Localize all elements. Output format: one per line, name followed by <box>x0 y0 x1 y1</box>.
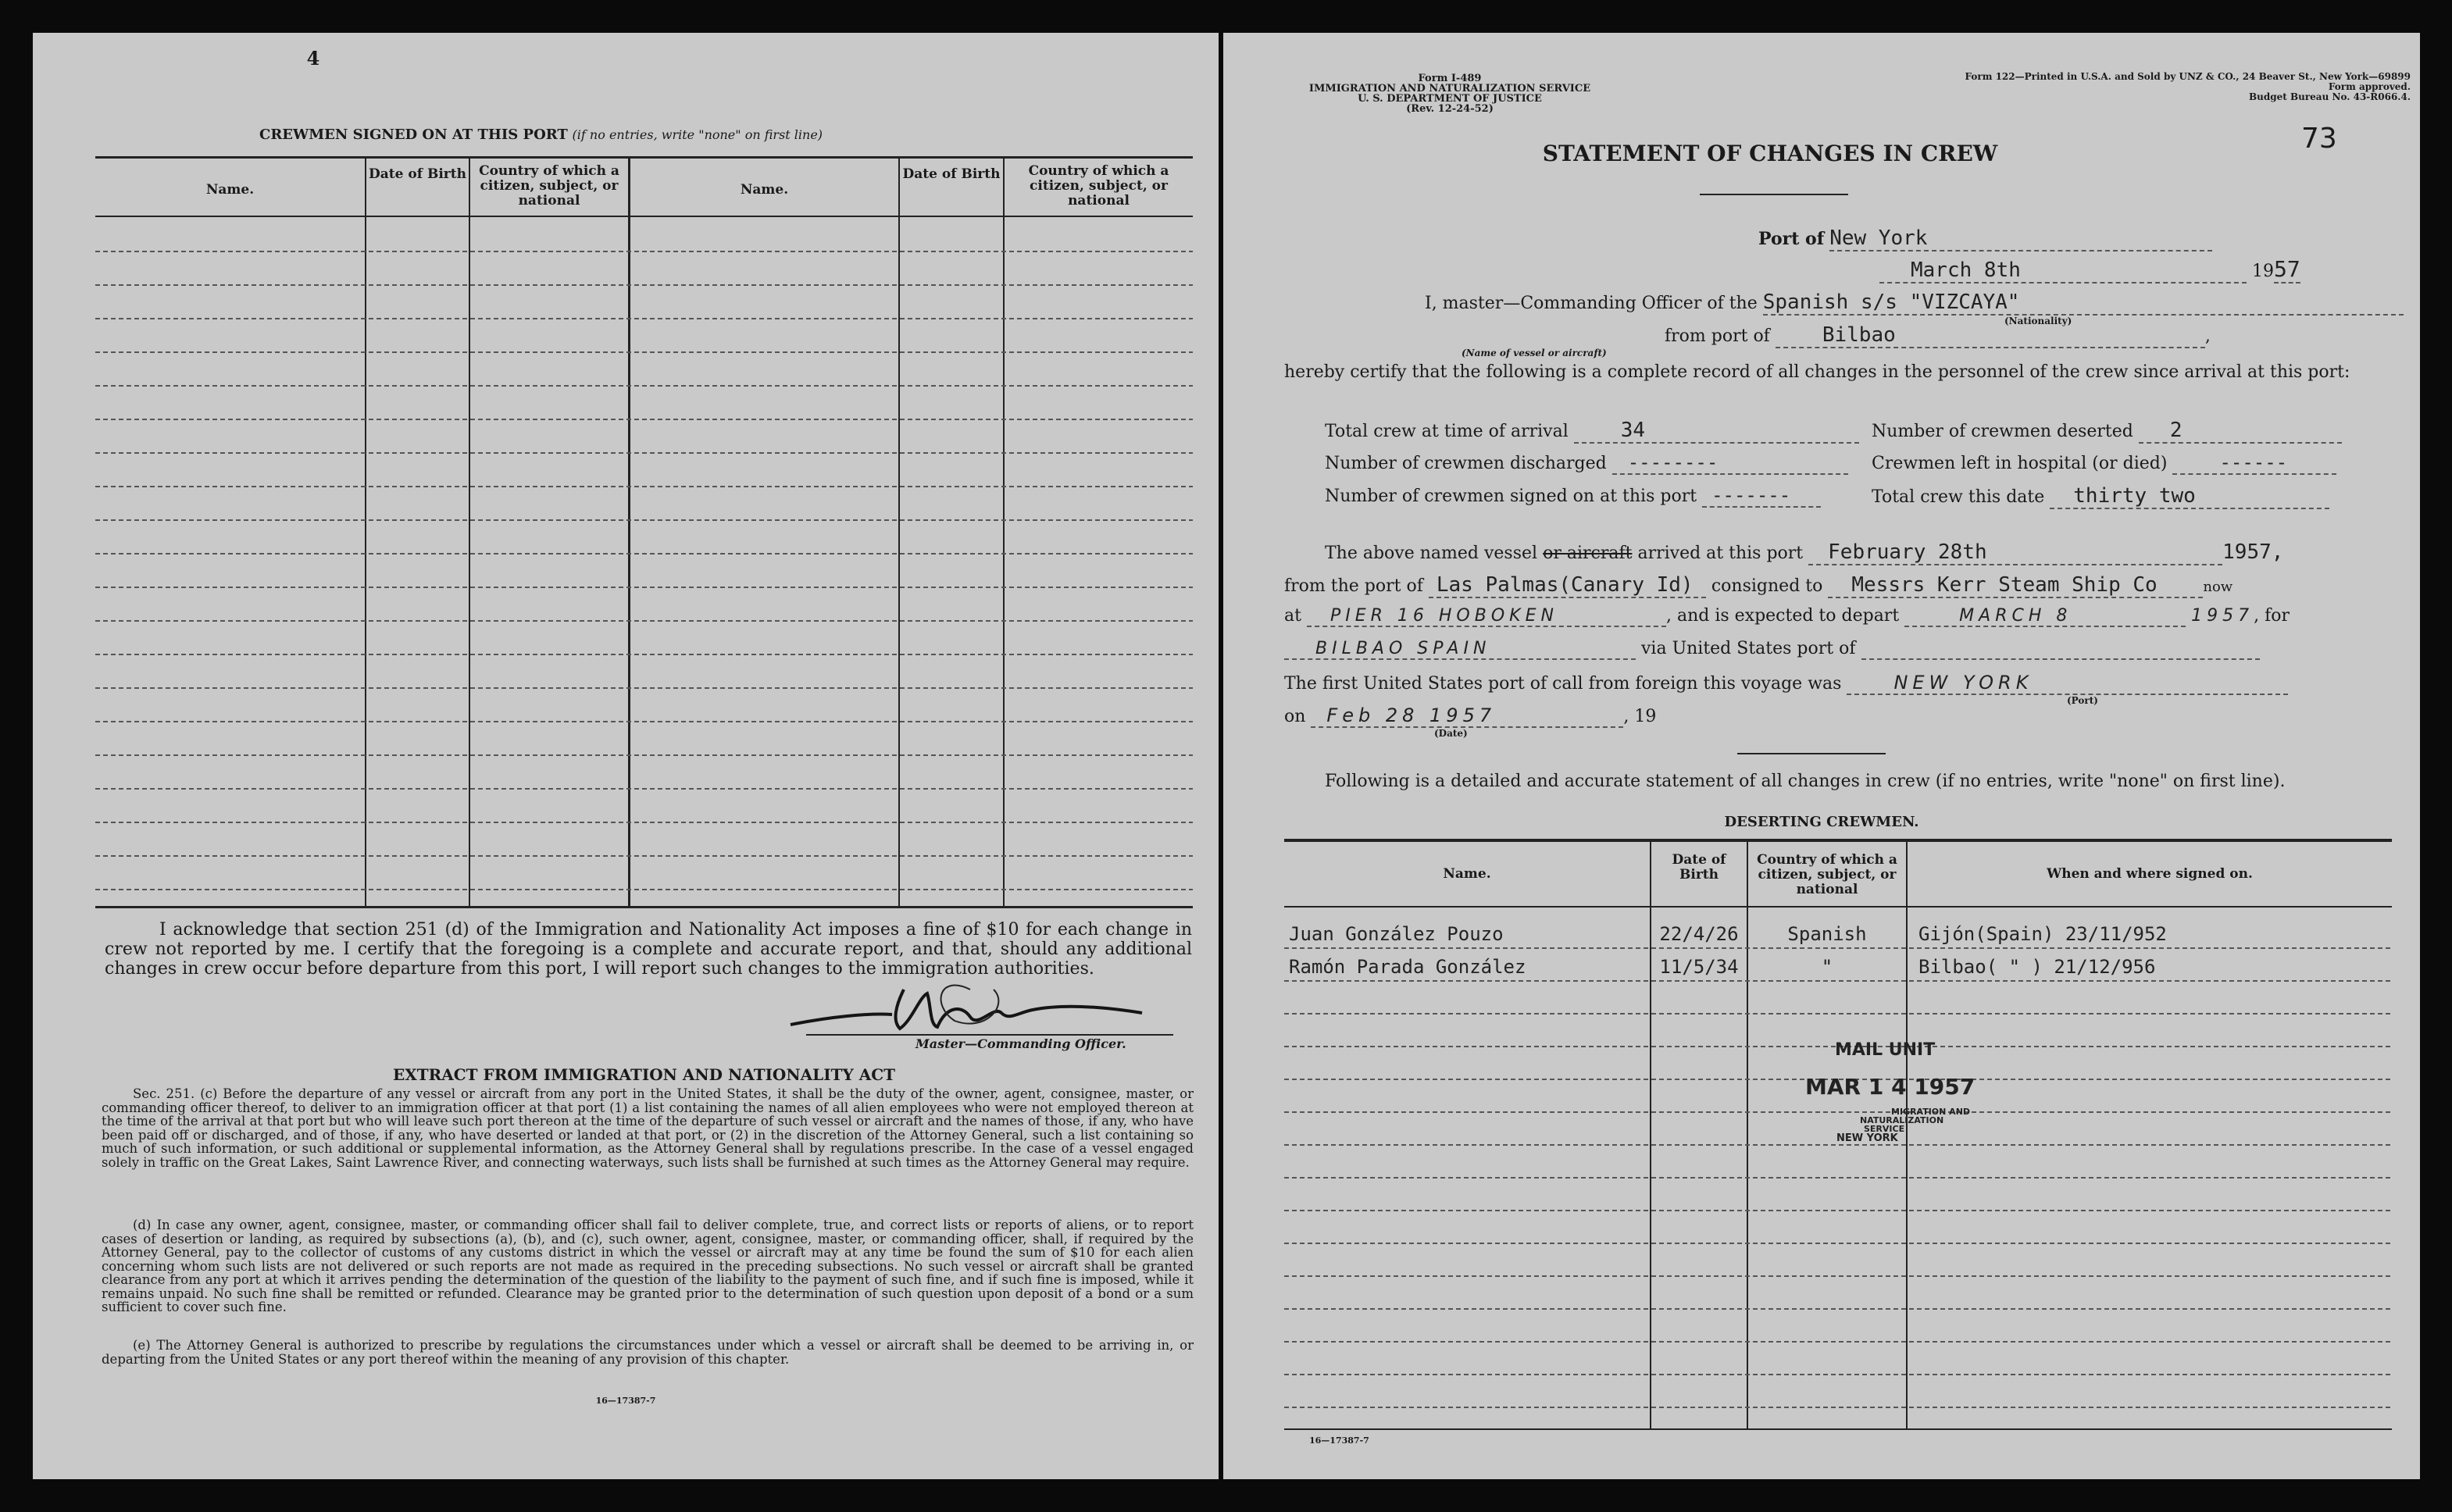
col-when-where: When and where signed on. <box>2047 866 2253 882</box>
signature-label: Master—Commanding Officer. <box>915 1036 1126 1051</box>
first-us-port: NEW YORK <box>1847 672 2288 695</box>
col-dob: Date of Birth <box>1672 852 1726 883</box>
right-form-code: 16—17387-7 <box>1309 1435 1369 1446</box>
deserter-2-dob: 11/5/34 <box>1659 956 1739 978</box>
from-port-value: Bilbao <box>1776 323 2205 348</box>
extract-sec-251d: (d) In case any owner, agent, consignee, master, or commanding officer shall fail to deliver complete, true, and correct lists or reports of aliens, or to report cases of desertion or landing, as required by subsections (a), (b), and (c), such owner, agent, consignee, master, or commanding officer, shall, if required by the Attorney General, pay to the collector of customs of any customs district in which the vessel or aircraft may at any time be found the sum of $10 for each alien concerning whom such lists are not delivered or such reports are not made as required in the preceding subsections. No such vessel or aircraft shall be granted clearance from any port at which it arrives pending the determination of the question of the liability to the payment of such fine, and if such fine is imposed, while it remains unpaid. No such fine shall be remitted or refunded. Clearance may be granted prior to the determination of such question upon deposit of a bond or a sum sufficient to cover such fine. <box>102 1218 1194 1314</box>
destination: BILBAO SPAIN <box>1284 639 1636 660</box>
col-name-1: Name. <box>205 182 255 198</box>
total-crew-today: thirty two <box>2050 484 2329 509</box>
from-port-line: from port of Bilbao , <box>1665 323 2211 347</box>
date-value: March 8th <box>1879 259 2247 284</box>
col-country-1: Country of which a citizen, subject, or national <box>479 163 619 209</box>
right-page: Form I-489 IMMIGRATION AND NATURALIZATION SERVICE U. S. DEPARTMENT OF JUSTICE (Rev. 12-24-52) Form 122—Printed in U.S.A. and Sold by UNZ & CO., 24 Beaver St., New York—69899 Form approved. Budget Bureau No. 43-R066.4. 73 STATEMENT OF CHANGES IN CREW Port of New York March 8th 1957 I, master—Commanding Officer of the Spanish s/s "VIZCAYA" (Nationality) from port of Bilbao , (Name of vessel or aircraft) hereby certify that the following is a complete record of all changes in the personnel of the crew since arrival at this port: Total crew at time of arrival 34 Number of crewmen discharged -------- Number of crewmen signed on at this port ------- Number of crewmen deserted 2 Crewmen left in hospital (or died) ------ Total crew this date thirty two The above named vessel or aircraft arrived at this port February 28th 1957, from the port of Las Palmas(Canary Id) consigned to Messrs Kerr Steam Ship Co now at PIER 16 HOBOKEN , and is expected to depart MARCH 8 1957, for BILBAO SPAIN via United States port of The first United States port of call from foreign this voyage was NEW YORK (Port) on Feb 28 1957 , 19 (Date) Following is a detailed and accurate statement of all changes in crew (if no entries, write "none" on first line). DESERTING CREWMEN. Name. Date of Birth Country of which a citizen, subject, or national When and where signed on. Juan González Pouzo 22/4/26 Spanish Gijón(Spain) 23/11/952 Ramón Parada González 11/5/34 " Bilbao( " ) 21/12/956 MAIL UNIT MAR 1 4 1957 MIGRATION AND NATURALIZATION SERVICE NEW YORK 16—17387-7 <box>1223 33 2420 1479</box>
col-dob-1: Date of Birth <box>369 166 466 182</box>
year-value: 57 <box>2274 256 2300 282</box>
form-header-right: Form 122—Printed in U.S.A. and Sold by UNZ & CO., 24 Beaver St., New York—69899 Form approved. Budget Bureau No. 43-R066.4. <box>1965 71 2411 102</box>
deserter-1-dob: 22/4/26 <box>1659 923 1739 945</box>
acknowledgement: I acknowledge that section 251 (d) of the Immigration and Nationality Act imposes a fine of $10 for each change in crew not reported by me. I certify that the foregoing is a complete and accurate report, and that, should any additional changes in crew occur before departure from this port, I will report such changes to the immigration authorities. <box>105 920 1192 979</box>
crew-discharged: -------- <box>1612 451 1848 475</box>
extract-title: EXTRACT FROM IMMIGRATION AND NATIONALITY ACT <box>392 1065 896 1084</box>
total-crew-arrival: 34 <box>1574 419 1859 444</box>
deserter-2-signed: Bilbao( " ) 21/12/956 <box>1918 956 2156 978</box>
left-form-code: 16—17387-7 <box>595 1396 656 1406</box>
signed-on-title: CREWMEN SIGNED ON AT THIS PORT (if no entries, write "none" on first line) <box>259 127 823 143</box>
deserter-1-country: Spanish <box>1787 923 1867 945</box>
sheet-number: 73 <box>2301 123 2337 155</box>
dotted-entry-lines <box>95 217 1193 908</box>
col-country: Country of which a citizen, subject, or national <box>1757 852 1897 897</box>
master-line: I, master—Commanding Officer of the Spanish s/s "VIZCAYA" <box>1425 291 2404 316</box>
extract-sec-251e: (e) The Attorney General is authorized to prescribe by regulations the circumstances under which a vessel or aircraft shall be deemed to be arriving in, or departing from the United States or any port thereof within the meaning of any provision of this chapter. <box>102 1338 1194 1367</box>
arrival-date: February 28th <box>1808 540 2222 565</box>
deserter-2-name: Ramón Parada González <box>1289 956 1526 978</box>
col-dob-2: Date of Birth <box>902 166 1001 182</box>
following-text: Following is a detailed and accurate statement of all changes in crew (if no entries, write "none" on first line). <box>1325 772 2286 791</box>
depart-date: MARCH 8 <box>1904 606 2186 627</box>
crew-signed-on: ------- <box>1702 484 1821 508</box>
from-the-port: Las Palmas(Canary Id) <box>1429 573 1706 598</box>
vessel-value: Spanish s/s "VIZCAYA" <box>1763 291 2404 316</box>
form-header-left: Form I-489 IMMIGRATION AND NATURALIZATION SERVICE U. S. DEPARTMENT OF JUSTICE (Rev. 12-24-52) <box>1308 73 1591 115</box>
extract-sec-251c: Sec. 251. (c) Before the departure of any vessel or aircraft from any port in the United States, it shall be the duty of the owner, agent, consignee, master, or commanding officer thereof, to deliver to an immigration officer at that port (1) a list containing the names of all alien employees who were not employed thereon at the time of the arrival at that port but who will leave such port thereon at the time of the departure of such vessel or aircraft and the names of those, if any, who have been paid off or discharged, and of those, if any, who have deserted or landed at that port, or (2) in the discretion of the Attorney General, such a list containing so much of such information, or such additional or supplemental information, as the Attorney General shall by regulations prescribe. In the case of a vessel engaged solely in traffic on the Great Lakes, Saint Lawrence River, and connecting waterways, such lists shall be furnished at such times as the Attorney General may require. <box>102 1086 1194 1170</box>
certify-text: hereby certify that the following is a complete record of all changes in the personnel of the crew since arrival at this port: <box>1284 362 2350 382</box>
deserter-2-country: " <box>1821 956 1833 978</box>
master-signature <box>736 958 1205 1044</box>
statement-title: STATEMENT OF CHANGES IN CREW <box>1542 141 1998 166</box>
mail-unit-stamp: MAIL UNIT MAR 1 4 1957 MIGRATION AND NATURALIZATION SERVICE NEW YORK <box>1805 1040 1976 1144</box>
port-line: Port of New York <box>1758 226 2212 251</box>
deserting-title: DESERTING CREWMEN. <box>1724 814 1919 830</box>
port-value: New York <box>1829 226 2212 251</box>
crew-hospital: ------ <box>2172 451 2336 475</box>
depart-year: 1957 <box>2191 606 2254 626</box>
date-line: March 8th 1957 <box>1879 256 2300 284</box>
consignee: Messrs Kerr Steam Ship Co <box>1828 573 2203 598</box>
deserter-1-signed: Gijón(Spain) 23/11/952 <box>1918 923 2167 945</box>
left-page <box>33 33 1219 1479</box>
deserting-dotted-lines <box>1284 908 2392 1431</box>
deserter-1-name: Juan González Pouzo <box>1289 923 1504 945</box>
table-top-rule <box>95 156 1193 159</box>
arrival-year: 1957, <box>2222 540 2284 564</box>
page-number: 4 <box>306 47 320 70</box>
col-country-2: Country of which a citizen, subject, or national <box>1028 163 1169 209</box>
col-name-2: Name. <box>740 182 789 198</box>
crew-deserted: 2 <box>2139 419 2342 444</box>
col-name: Name. <box>1443 866 1491 882</box>
pier-location: PIER 16 HOBOKEN <box>1307 606 1666 627</box>
first-port-date: Feb 28 1957 <box>1311 704 1623 728</box>
